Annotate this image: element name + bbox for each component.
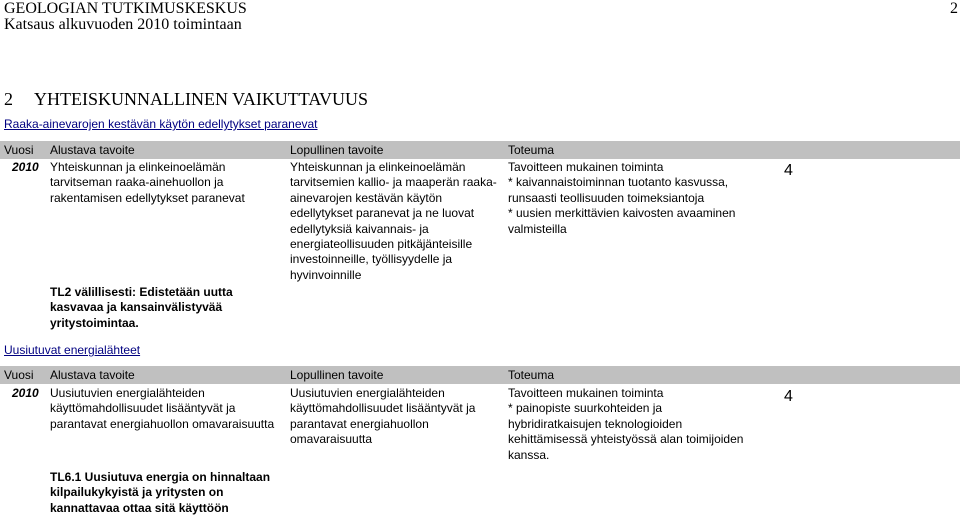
- section-number: 2: [4, 89, 13, 109]
- section-heading: [4, 89, 368, 109]
- table-header-2: [0, 366, 960, 384]
- final-goal: Yhteiskunnan ja elinkeinoelämän tarvitsemien kallio- ja maaperän raaka- ainevarojen kestävän käytön edellytykset paranevat ja ne luovat edellytyksiä kaivannais- ja energiateollisuuden pitkäjänteisille investoinneille, työllisyydelle ja hyvinvoinnille: [290, 160, 497, 282]
- org-name: GEOLOGIAN TUTKIMUSKESKUS: [4, 0, 247, 17]
- section-title: YHTEISKUNNALLINEN VAIKUTTAVUUS: [34, 89, 369, 109]
- report-subtitle: Katsaus alkuvuoden 2010 toimintaan: [4, 16, 242, 33]
- rating-value: 4: [784, 388, 793, 405]
- table-header-1: [0, 141, 960, 159]
- page-number: 2: [950, 0, 958, 17]
- col-interim: Alustava tavoite: [50, 143, 135, 157]
- final-goal: Uusiutuvien energialähteiden käyttömahdollisuudet lisääntyvät ja parantavat energiahuollon omavaraisuutta: [290, 386, 476, 447]
- block-heading-renewable-energy: Uusiutuvat energialähteet: [4, 343, 141, 357]
- col-final: Lopullinen tavoite: [290, 143, 384, 157]
- col-actual: Toteuma: [508, 368, 555, 382]
- rating-value: 4: [784, 162, 793, 179]
- interim-goal: Yhteiskunnan ja elinkeinoelämän tarvitseman raaka-ainehuollon ja rakentamisen edellytykset paranevat: [50, 160, 245, 205]
- strategic-link-note: TL6.1 Uusiutuva energia on hinnaltaan kilpailukykyistä ja yritysten on kannattavaa ottaa sitä käyttöön: [50, 470, 271, 515]
- col-final: Lopullinen tavoite: [290, 368, 384, 382]
- strategic-link-note: TL2 välillisesti: Edistetään uutta kasvavaa ja kansainvälistyvää yritystoimintaa.: [50, 285, 233, 330]
- col-year: Vuosi: [4, 368, 34, 382]
- col-year: Vuosi: [4, 143, 34, 157]
- row-year: 2010: [12, 160, 39, 174]
- actual-result: Tavoitteen mukainen toiminta * kaivannaistoiminnan tuotanto kasvussa, runsaasti teollisuuden toimeksiantoja * uusien merkittävien kaivosten avaaminen valmisteilla: [508, 160, 736, 236]
- actual-result: Tavoitteen mukainen toiminta * painopiste suurkohteiden ja hybridiratkaisujen teknologioiden kehittämisessä yhteistyössä alan toimijoiden kanssa.: [508, 386, 744, 462]
- col-interim: Alustava tavoite: [50, 368, 135, 382]
- interim-goal: Uusiutuvien energialähteiden käyttömahdollisuudet lisääntyvät ja parantavat energiahuollon omavaraisuutta: [50, 386, 275, 431]
- col-actual: Toteuma: [508, 143, 555, 157]
- row-year: 2010: [12, 386, 39, 400]
- block-heading-raw-materials: Raaka-ainevarojen kestävän käytön edellytykset paranevat: [4, 117, 318, 131]
